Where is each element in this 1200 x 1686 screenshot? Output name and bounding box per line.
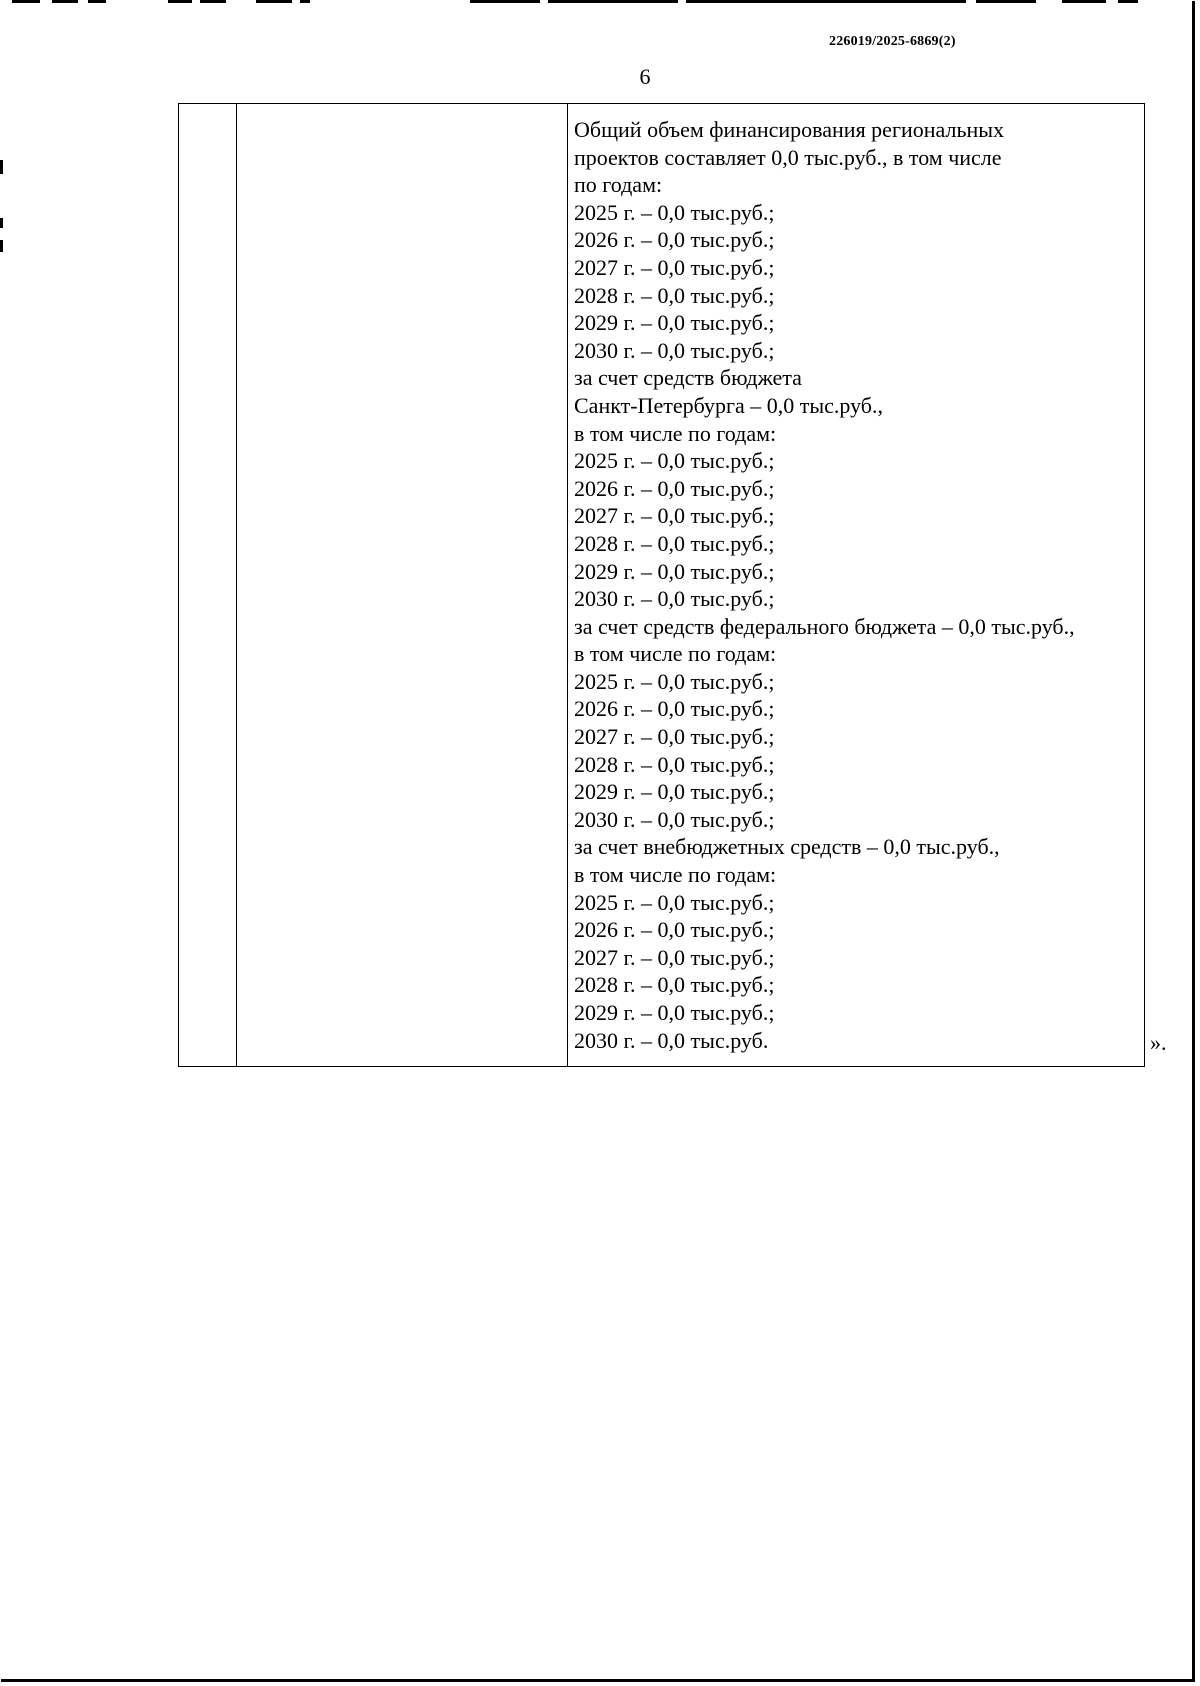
scan-edge-mark (0, 160, 3, 174)
text-line: 2027 г. – 0,0 тыс.руб.; (574, 944, 775, 970)
closing-quote: ». (1150, 1030, 1167, 1055)
text-line: 2025 г. – 0,0 тыс.руб.; (574, 199, 775, 225)
column-divider (567, 104, 568, 1066)
text-line: 2030 г. – 0,0 тыс.руб.; (574, 586, 775, 612)
text-line: 2030 г. – 0,0 тыс.руб.; (574, 337, 775, 363)
text-line: 2025 г. – 0,0 тыс.руб.; (574, 668, 775, 694)
scan-edge-marks (0, 0, 1200, 4)
text-line: 2027 г. – 0,0 тыс.руб.; (574, 724, 775, 750)
text-line: 2028 г. – 0,0 тыс.руб.; (574, 972, 775, 998)
text-line: 2025 г. – 0,0 тыс.руб.; (574, 448, 775, 474)
text-line: Санкт-Петербурга – 0,0 тыс.руб., (574, 392, 883, 418)
financing-table (178, 103, 1145, 1067)
text-line: 2028 г. – 0,0 тыс.руб.; (574, 751, 775, 777)
text-line: 2029 г. – 0,0 тыс.руб.; (574, 1000, 775, 1025)
text-line: 2029 г. – 0,0 тыс.руб.; (574, 310, 775, 336)
financing-description-cell (574, 116, 1134, 1054)
text-line: в том числе по годам: (574, 420, 777, 446)
page-number: 6 (639, 64, 651, 89)
text-line: 2028 г. – 0,0 тыс.руб.; (574, 282, 775, 308)
text-line: по годам: (574, 172, 663, 198)
text-line: 2030 г. – 0,0 тыс.руб.; (574, 806, 775, 832)
text-line: 2027 г. – 0,0 тыс.руб.; (574, 503, 775, 529)
text-line: в том числе по годам: (574, 862, 777, 888)
text-line: 2029 г. – 0,0 тыс.руб.; (574, 779, 775, 805)
text-line: Общий объем финансирования региональных (574, 117, 1005, 142)
text-line: за счет средств федерального бюджета – 0,0 тыс.руб., (574, 613, 1075, 639)
text-line: 2028 г. – 0,0 тыс.руб.; (574, 530, 775, 556)
text-line: 2026 г. – 0,0 тыс.руб.; (574, 917, 775, 943)
text-line: 2027 г. – 0,0 тыс.руб.; (574, 254, 775, 280)
text-line: проектов составляет 0,0 тыс.руб., в том числе (574, 144, 1002, 170)
text-line: 2026 г. – 0,0 тыс.руб.; (574, 696, 775, 722)
text-line: 2026 г. – 0,0 тыс.руб.; (574, 227, 775, 253)
column-divider (236, 104, 237, 1066)
document-id: 226019/2025-6869(2) (829, 34, 956, 49)
text-line: за счет средств бюджета (574, 365, 802, 391)
text-line: 2030 г. – 0,0 тыс.руб. (574, 1027, 769, 1053)
text-line: 2025 г. – 0,0 тыс.руб.; (574, 889, 775, 915)
text-line: в том числе по годам: (574, 641, 777, 667)
text-line: 2026 г. – 0,0 тыс.руб.; (574, 475, 775, 501)
text-line: за счет внебюджетных средств – 0,0 тыс.руб., (574, 834, 1000, 860)
scan-edge-mark (0, 218, 3, 228)
text-line: 2029 г. – 0,0 тыс.руб.; (574, 558, 775, 584)
scan-edge-mark (0, 240, 3, 252)
